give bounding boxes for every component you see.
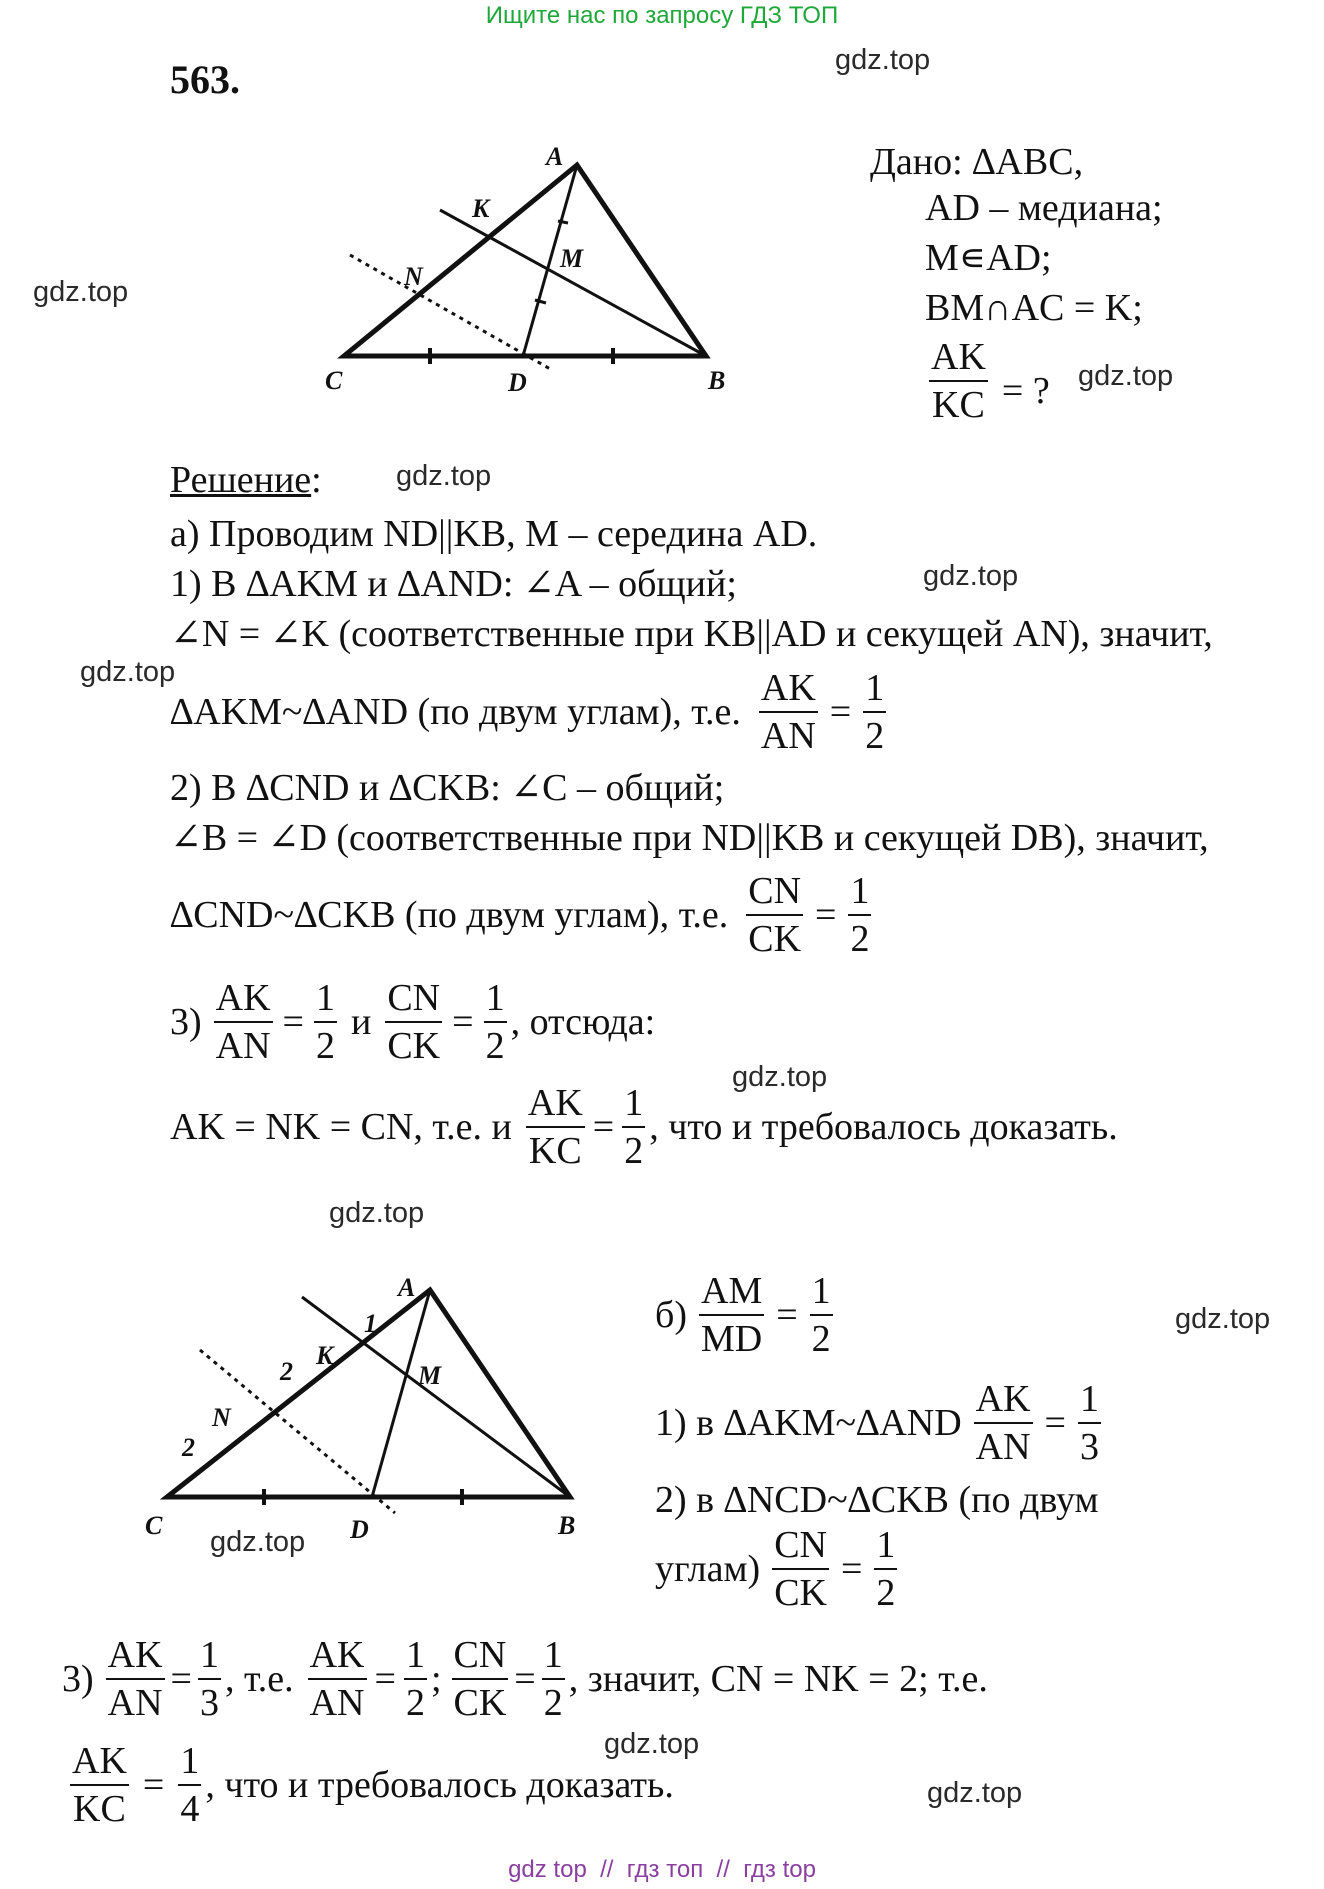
given-line-4: BM∩AC = K; xyxy=(925,287,1143,329)
watermark: gdz.top xyxy=(732,1061,828,1093)
solution-step-2c: ∆CND~∆CKB (по двум углам), т.е. $\frac{CN}{CK}$ = $\frac{1}{2}$ xyxy=(170,870,870,960)
solution-step-1b: ∠N = ∠K (соответственные при KB||AD и секущей AN), значит, xyxy=(170,613,1213,655)
part-b-step-1: 1) в ∆AKM~∆AND $\frac{AK}{AN}$ = $\frac{1}{3}$ xyxy=(655,1378,1099,1468)
label-d: D xyxy=(350,1515,369,1544)
triangle-figure-b xyxy=(140,1270,590,1560)
label-n: N xyxy=(212,1403,231,1432)
watermark: gdz.top xyxy=(210,1526,306,1558)
part-b-given: б) $\frac{AM}{MD}$ = $\frac{1}{2}$ xyxy=(655,1270,831,1360)
fraction-ak-kc: $\frac{AK}{KC}$ xyxy=(931,336,986,426)
solution-step-2b: ∠B = ∠D (соответственные при ND||KB и секущей DB), значит, xyxy=(170,817,1209,859)
footer-links[interactable]: gdz top // гдз топ // гдз top xyxy=(508,1856,816,1883)
watermark: gdz.top xyxy=(923,560,1019,592)
segment-label-3: 2 xyxy=(182,1433,195,1462)
segment-label-1: 1 xyxy=(364,1309,377,1338)
solution-step-2: 2) В ∆CND и ∆CKB: ∠C – общий; xyxy=(170,767,725,809)
dotted-nd xyxy=(350,255,552,370)
label-c: C xyxy=(325,366,343,395)
watermark: gdz.top xyxy=(396,460,492,492)
segment-label-2: 2 xyxy=(280,1357,293,1386)
label-d: D xyxy=(508,368,527,397)
label-m: M xyxy=(418,1361,442,1390)
label-n: N xyxy=(404,262,423,291)
given-line-2: AD – медиана; xyxy=(925,187,1163,229)
watermark: gdz.top xyxy=(80,656,176,688)
label-a: A xyxy=(546,145,564,171)
line-bk xyxy=(440,210,706,356)
label-c: C xyxy=(145,1511,163,1540)
label-k: K xyxy=(316,1341,334,1370)
part-b-conclusion: $\frac{AK}{KC}$ = $\frac{1}{4}$ , что и требовалось доказать. xyxy=(72,1740,674,1830)
solution-line-a: а) Проводим ND||KB, M – середина AD. xyxy=(170,513,818,555)
solution-heading: Решение: xyxy=(170,459,322,501)
given-line-1: Дано: ∆ABC, xyxy=(870,141,1084,183)
part-b-step-2b: углам) $\frac{CN}{CK}$ = $\frac{1}{2}$ xyxy=(655,1524,896,1614)
line-ad xyxy=(372,1290,430,1497)
triangle-figure-a xyxy=(320,145,740,405)
watermark: gdz.top xyxy=(1175,1303,1271,1335)
watermark: gdz.top xyxy=(1078,360,1174,392)
solution-step-1c: ∆AKM~∆AND (по двум углам), т.е. $\frac{AK}{AN}$ = $\frac{1}{2}$ xyxy=(170,667,885,757)
label-b: B xyxy=(708,366,726,395)
solution-step-1: 1) В ∆AKM и ∆AND: ∠A – общий; xyxy=(170,563,737,605)
watermark: gdz.top xyxy=(604,1728,700,1760)
part-b-step-3: 3) $\frac{AK}{AN}$ = $\frac{1}{3}$ , т.е. $\frac{AK}{AN}$ = $\frac{1}{2}$ ; $\frac{CN}{CK}$ = $\frac{1}{2}$ , значит, CN = NK = 2; т.е. xyxy=(62,1634,988,1724)
watermark: gdz.top xyxy=(927,1777,1023,1809)
label-a: A xyxy=(398,1273,416,1302)
label-m: M xyxy=(560,244,584,273)
top-banner[interactable]: Ищите нас по запросу ГДЗ ТОП xyxy=(485,2,839,29)
given-line-3: M∊AD; xyxy=(925,237,1052,279)
solution-conclusion-a: AK = NK = CN, т.е. и $\frac{AK}{KC}$ = $\frac{1}{2}$ , что и требовалось доказать. xyxy=(170,1082,1118,1172)
solution-step-3: 3) $\frac{AK}{AN}$ = $\frac{1}{2}$ и $\frac{CN}{CK}$ = $\frac{1}{2}$ , отсюда: xyxy=(170,977,656,1067)
watermark: gdz.top xyxy=(33,276,129,308)
watermark: gdz.top xyxy=(329,1197,425,1229)
line-bk xyxy=(302,1297,570,1497)
given-question: $\frac{AK}{KC}$ = ? xyxy=(931,336,1050,426)
problem-number: 563. xyxy=(170,57,240,102)
label-k: K xyxy=(472,194,490,223)
watermark: gdz.top xyxy=(835,44,931,76)
label-b: B xyxy=(558,1511,576,1540)
part-b-step-2: 2) в ∆NCD~∆CKB (по двум xyxy=(655,1479,1099,1521)
